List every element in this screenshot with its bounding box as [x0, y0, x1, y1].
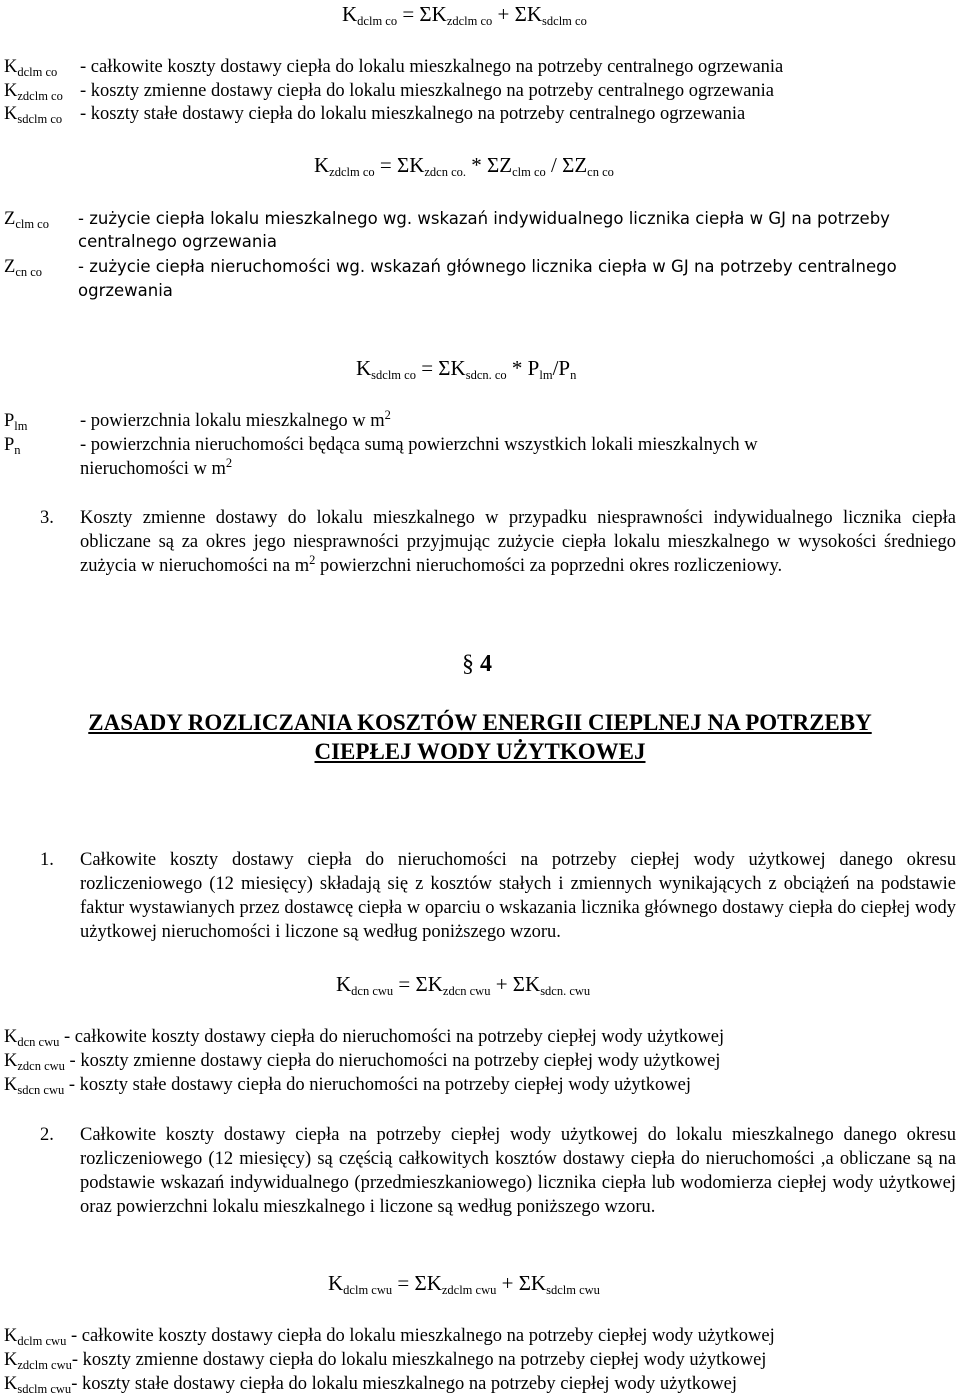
definition-text: - powierzchnia lokalu mieszkalnego w $m^2$: [80, 408, 391, 431]
definition-text: - koszty stałe dostawy ciepła do lokalu mieszkalnego na potrzeby centralnego ogrzewania: [80, 104, 746, 124]
formula-total-cwu: $K_{dcn cwu} = \Sigma K_{zdcn cwu} + \Sigma K_{sdcn. cwu}$: [336, 972, 591, 998]
formula-total-co: $K_{dclm co} = \Sigma K_{zdclm co} + \Sigma K_{sdclm co}$: [342, 2, 587, 28]
definition-text: centralnego ogrzewania: [78, 232, 277, 251]
definition-row: $Z_{clm co}$: [4, 209, 49, 231]
definition-text: ogrzewania: [78, 281, 173, 300]
formula-fixed-co: $K_{sdclm co} = \Sigma K_{sdcn. co} * P_{lm}/P_n$: [356, 356, 577, 382]
definition-text: nieruchomości w $m^2$: [80, 456, 233, 479]
definition-row: $K_{dclm cwu}$ - całkowite koszty dostawy ciepła do lokalu mieszkalnego na potrzeby ciepłej wody użytkowej: [4, 1326, 775, 1348]
paragraph-number: 1.: [40, 850, 54, 870]
definition-row: $P_n$: [4, 435, 21, 457]
paragraph-text: Koszty zmienne dostawy do lokalu mieszkalnego w przypadku niesprawności indywidualnego licznika ciepła obliczane są za okres jego niesprawności przyjmując zużycie ciepła lokalu mieszkalnego w wysokości średniego zużycia w nieruchomości na $m^2$ powierzchni nieruchomości za poprzedni okres rozliczeniowy.: [80, 508, 956, 576]
section-symbol: §: [462, 651, 474, 677]
definition-text: - całkowite koszty dostawy ciepła do lokalu mieszkalnego na potrzeby centralnego ogrzewania: [80, 57, 784, 77]
section-heading: ZASADY ROZLICZANIA KOSZTÓW ENERGII CIEPLNEJ NA POTRZEBY CIEPŁEJ WODY UŻYTKOWEJ: [88, 710, 872, 764]
definition-row: $K_{zdclm cwu}-$ koszty zmienne dostawy ciepła do lokalu mieszkalnego na potrzeby ciepłej wody użytkowej: [4, 1350, 767, 1372]
definition-text: - zużycie ciepła nieruchomości wg. wskazań głównego licznika ciepła w GJ na potrzeby centralnego: [78, 257, 897, 276]
section-marker: § 4: [462, 651, 492, 677]
paragraph-number: 2.: [40, 1125, 54, 1145]
definition-row: $Z_{cn co}$: [4, 257, 43, 279]
formula-total-cwu-flat: $K_{dclm cwu} = \Sigma K_{zdclm cwu} + \Sigma K_{sdclm cwu}$: [328, 1271, 600, 1297]
formula-variable-co: $K_{zdclm co} = \Sigma K_{zdcn co.} * \Sigma Z_{clm co} / \Sigma Z_{cn co}$: [314, 153, 614, 179]
definition-row: $P_{lm}$: [4, 411, 28, 433]
paragraph-text: Całkowite koszty dostawy ciepła do nieruchomości na potrzeby ciepłej wody użytkowej danego okresu rozliczeniowego (12 miesięcy) składają się z kosztów stałych i zmiennych wynikających z obciążeń na podstawie faktur wystawianych przez dostawcę ciepła w oparciu o wskazania licznika głównego dostawy ciepła do ciepłej wody użytkowej nieruchomości i liczone są według poniższego wzoru.: [80, 850, 956, 942]
definition-row: $K_{zdclm co}$: [4, 81, 63, 103]
definition-row: $K_{sdclm cwu}-$ koszty stałe dostawy ciepła do lokalu mieszkalnego na potrzeby ciepłej wody użytkowej: [4, 1374, 737, 1396]
paragraph-text: Całkowite koszty dostawy ciepła na potrzeby ciepłej wody użytkowej do lokalu mieszkalnego danego okresu rozliczeniowego (12 miesięcy) są częścią całkowitych kosztów dostawy ciepła do nieruchomości ,a obliczane są na podstawie wskazań indywidualnego (przedmieszkaniowego) licznika ciepła lub wodomierza ciepłej wody użytkowej oraz powierzchni lokalu mieszkalnego i liczone są według poniższego wzoru.: [80, 1125, 956, 1217]
definition-text: - powierzchnia nieruchomości będąca sumą powierzchni wszystkich lokali mieszkalnych w: [80, 435, 758, 455]
definition-row: $K_{sdclm co}$: [4, 104, 63, 126]
paragraph-number: 3.: [40, 508, 54, 528]
definition-text: - zużycie ciepła lokalu mieszkalnego wg. wskazań indywidualnego licznika ciepła w GJ na potrzeby: [78, 209, 890, 228]
definition-row: $K_{sdcn cwu}$ - koszty stałe dostawy ciepła do nieruchomości na potrzeby ciepłej wody użytkowej: [4, 1075, 692, 1097]
definition-row: $K_{dclm co}$: [4, 57, 58, 79]
definition-row: $K_{dcn cwu}$ - całkowite koszty dostawy ciepła do nieruchomości na potrzeby ciepłej wody użytkowej: [4, 1027, 725, 1049]
definition-row: $K_{zdcn cwu}$ - koszty zmienne dostawy ciepła do nieruchomości na potrzeby ciepłej wody użytkowej: [4, 1051, 721, 1073]
definition-text: - koszty zmienne dostawy ciepła do lokalu mieszkalnego na potrzeby centralnego ogrzewania: [80, 81, 775, 101]
